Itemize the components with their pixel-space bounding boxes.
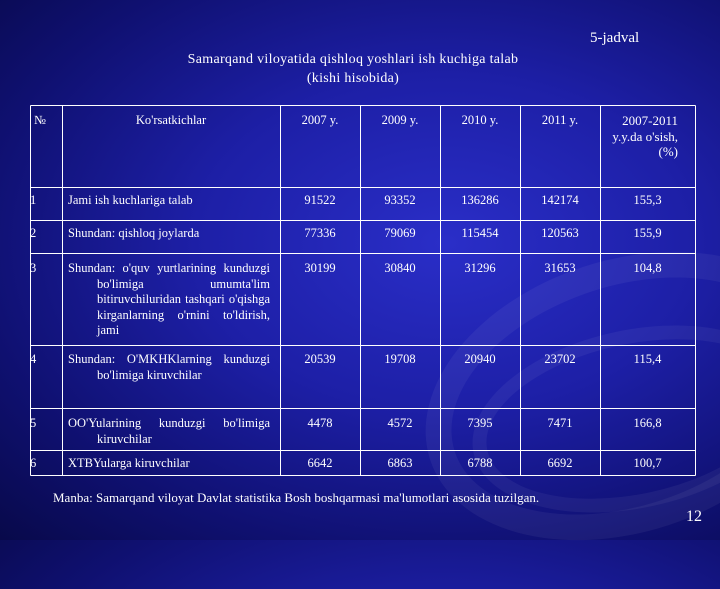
row-5-2011: 7471: [547, 416, 573, 430]
title-line-2: (kishi hisobida): [306, 71, 400, 86]
row-4-2010: 20940: [464, 352, 496, 366]
row-1-2007: 91522: [304, 193, 336, 207]
source-note: Manba: Samarqand viloyat Davlat statistika Bosh boshqarmasi ma'lumotlari asosida tuzilgan.: [53, 490, 540, 505]
header-number: №: [34, 113, 46, 127]
row-6-2009: 6863: [387, 456, 413, 470]
row-4-indicator: Shundan: O'MKHKlarning kunduzgi bo'limiga kiruvchilar: [68, 352, 270, 382]
row-2-2011: 120563: [541, 226, 579, 240]
row-3-number: 3: [30, 261, 37, 275]
row-6-2007: 6642: [307, 456, 333, 470]
row-3-2010: 31296: [464, 261, 496, 275]
row-2-2009: 79069: [384, 226, 416, 240]
table-label: 5-jadval: [590, 30, 640, 46]
row-4-growth: 115,4: [633, 352, 662, 366]
row-2-indicator: Shundan: qishloq joylarda: [68, 226, 200, 240]
row-2-2010: 115454: [461, 226, 499, 240]
row-6-number: 6: [30, 456, 37, 470]
row-5-number: 5: [30, 416, 37, 430]
row-6-growth: 100,7: [633, 456, 662, 470]
row-1-2009: 93352: [384, 193, 416, 207]
row-3-2007: 30199: [304, 261, 336, 275]
header-2007: 2007 y.: [301, 113, 339, 127]
row-5-2009: 4572: [387, 416, 413, 430]
row-4-2007: 20539: [304, 352, 336, 366]
row-2-2007: 77336: [304, 226, 336, 240]
row-4-number: 4: [30, 352, 37, 366]
row-6-2010: 6788: [467, 456, 493, 470]
row-1-number: 1: [30, 193, 37, 207]
title-line-1: Samarqand viloyatida qishloq yoshlari ish kuchiga talab: [187, 52, 519, 67]
header-2010: 2010 y.: [461, 113, 499, 127]
row-5-growth: 166,8: [633, 416, 662, 430]
header-2011: 2011 y.: [541, 113, 579, 127]
header-growth: 2007-2011 y.y.da o'sish, (%): [612, 113, 678, 159]
row-5-indicator: OO'Yularining kunduzgi bo'limiga kiruvchilar: [68, 416, 270, 446]
row-6-indicator: XTBYularga kiruvchilar: [68, 456, 190, 470]
row-1-growth: 155,3: [633, 193, 662, 207]
row-1-indicator: Jami ish kuchlariga talab: [68, 193, 193, 207]
row-2-growth: 155,9: [633, 226, 662, 240]
row-2-number: 2: [30, 226, 37, 240]
row-6-2011: 6692: [547, 456, 573, 470]
row-3-2011: 31653: [544, 261, 576, 275]
header-indicators: Ko'rsatkichlar: [135, 113, 207, 127]
row-4-2009: 19708: [384, 352, 416, 366]
row-4-2011: 23702: [544, 352, 576, 366]
row-3-indicator: Shundan: o'quv yurtlarining kunduzgi bo'limiga umumta'lim bitiruvchiluridan tashqari o'qishga kirganlarning o'rnini to'ldirish, jami: [68, 261, 270, 337]
header-2009: 2009 y.: [381, 113, 419, 127]
row-1-2011: 142174: [541, 193, 579, 207]
row-3-2009: 30840: [384, 261, 416, 275]
row-5-2010: 7395: [467, 416, 493, 430]
row-5-2007: 4478: [307, 416, 333, 430]
page-number: 12: [686, 508, 702, 525]
row-1-2010: 136286: [461, 193, 499, 207]
row-3-growth: 104,8: [633, 261, 662, 275]
table-title: [140, 50, 566, 88]
